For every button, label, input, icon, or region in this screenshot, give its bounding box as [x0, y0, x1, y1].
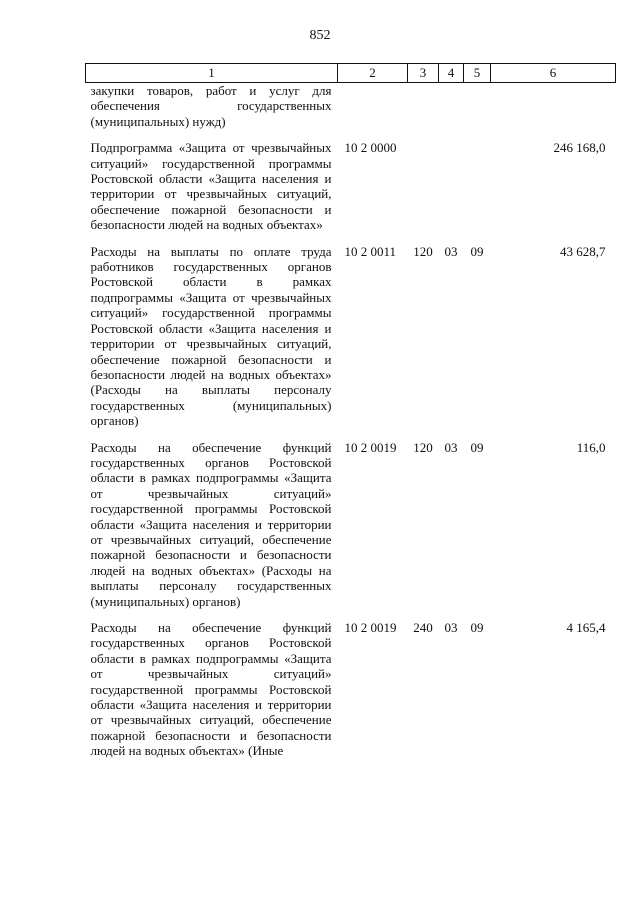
row-description: Расходы на выплаты по оплате труда работников государственных органов Ростовской области в рамках подпрограммы «Защита от чрезвычайных ситуаций» государственной программы Ростовской области «Защита населения и территории от чрезвычайных ситуаций, обеспечение пожарной безопасности и безопасности людей на водных объектах» (Расходы на выплаты персоналу государственных (муниципальных) органов) [90, 243, 332, 429]
row-sum: 116,0 [576, 439, 606, 455]
row-description: Подпрограмма «Защита от чрезвычайных ситуаций» государственной программы Ростовской области «Защита населения и территории от чрезвычайных ситуаций, обеспечение пожарной безопасности и безопасности людей на водных объектах» [90, 140, 332, 233]
row-csr: 10 2 0019 [344, 439, 397, 455]
header-col-2: 2 [338, 64, 408, 83]
table-row [86, 620, 616, 759]
row-pr: 09 [470, 243, 484, 259]
row-sum: 246 168,0 [553, 140, 606, 156]
row-sum [491, 83, 616, 130]
row-csr: 10 2 0011 [344, 243, 397, 259]
row-csr [338, 83, 408, 130]
row-rz: 03 [444, 439, 458, 455]
header-col-4: 4 [439, 64, 464, 83]
row-sum: 43 628,7 [560, 243, 606, 259]
budget-table [85, 63, 616, 759]
header-col-6: 6 [491, 64, 616, 83]
row-pr [464, 83, 491, 130]
row-pr: 09 [470, 620, 484, 635]
table-row [86, 83, 616, 130]
row-rz [439, 140, 464, 232]
row-vr: 240 [413, 620, 433, 635]
header-col-3: 3 [408, 64, 439, 83]
row-rz: 03 [444, 620, 458, 635]
row-pr [464, 140, 491, 232]
page-number: 852 [309, 28, 331, 43]
row-description: закупки товаров, работ и услуг для обеспечения государственных (муниципальных) нужд) [90, 83, 332, 129]
header-col-5: 5 [464, 64, 491, 83]
row-sum: 4 165,4 [566, 620, 606, 635]
table-row [86, 440, 616, 609]
header-col-1: 1 [86, 64, 338, 83]
row-rz: 03 [444, 243, 458, 259]
row-rz [439, 83, 464, 130]
table-row [86, 244, 616, 429]
table-row [86, 140, 616, 232]
row-vr: 120 [413, 243, 433, 259]
row-csr: 10 2 0000 [344, 140, 397, 156]
row-vr [408, 83, 439, 130]
row-description: Расходы на обеспечение функций государственных органов Ростовской области в рамках подпрограммы «Защита от чрезвычайных ситуаций» государственной программы Ростовской области «Защита населения и территории от чрезвычайных ситуаций, обеспечение пожарной безопасности и безопасности людей на водных объектах» (Расходы на выплаты персоналу государственных (муниципальных) органов) [90, 439, 332, 609]
row-vr [408, 140, 439, 232]
row-csr: 10 2 0019 [344, 620, 397, 635]
row-description: Расходы на обеспечение функций государственных органов Ростовской области в рамках подпрограммы «Защита от чрезвычайных ситуаций» государственной программы Ростовской области «Защита населения и территории от чрезвычайных ситуаций, обеспечение пожарной безопасности и безопасности людей на водных объектах» (Иные [90, 620, 332, 759]
row-pr: 09 [470, 439, 484, 455]
row-vr: 120 [413, 439, 433, 455]
header-row [86, 64, 616, 83]
